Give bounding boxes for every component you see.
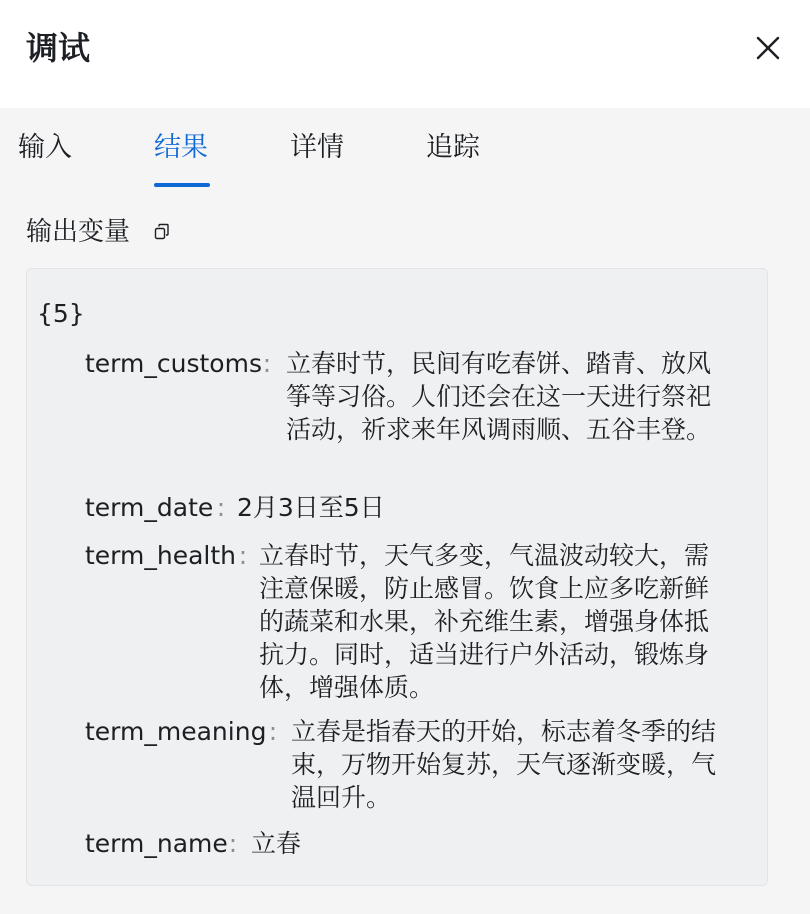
output-variables-label: 输出变量 [26,217,131,247]
copy-icon[interactable] [152,222,172,242]
dialog-header [0,0,810,108]
key-value-separator: : [238,541,248,570]
tab-input[interactable]: 输入 [18,132,72,163]
key-value-separator: : [268,717,278,746]
json-key: term_name [85,829,228,858]
json-key: term_health [85,541,237,570]
json-value: 立春 [251,829,302,858]
tab-details[interactable]: 详情 [290,132,344,163]
key-value-separator: : [228,829,238,858]
output-json-viewer [26,268,768,886]
json-key: term_date [85,493,214,522]
key-value-separator: : [216,493,226,522]
active-tab-indicator [154,183,210,187]
close-button[interactable] [748,28,788,68]
json-value: 立春是指春天的开始，标志着冬季的结束，万物开始复苏，天气逐渐变暖，气温回升。 [291,717,717,812]
json-key: term_customs [85,349,262,378]
dialog-title: 调试 [26,29,91,67]
json-key: term_meaning [85,717,267,746]
json-value: 2月3日至5日 [237,493,385,522]
json-value: 立春时节，天气多变，气温波动较大，需注意保暖，防止感冒。饮食上应多吃新鲜的蔬菜和水果，补充维生素，增强身体抵抗力。同时，适当进行户外活动，锻炼身体，增强体质。 [259,541,710,702]
result-tabs [0,108,810,190]
tab-result[interactable]: 结果 [154,132,208,163]
key-value-separator: : [262,349,272,378]
object-summary: {5} [37,299,85,328]
json-value: 立春时节，民间有吃春饼、踏青、放风筝等习俗。人们还会在这一天进行祭祀活动，祈求来年风调雨顺、五谷丰登。 [286,349,712,444]
tab-trace[interactable]: 追踪 [426,132,480,163]
close-icon[interactable] [748,28,788,68]
